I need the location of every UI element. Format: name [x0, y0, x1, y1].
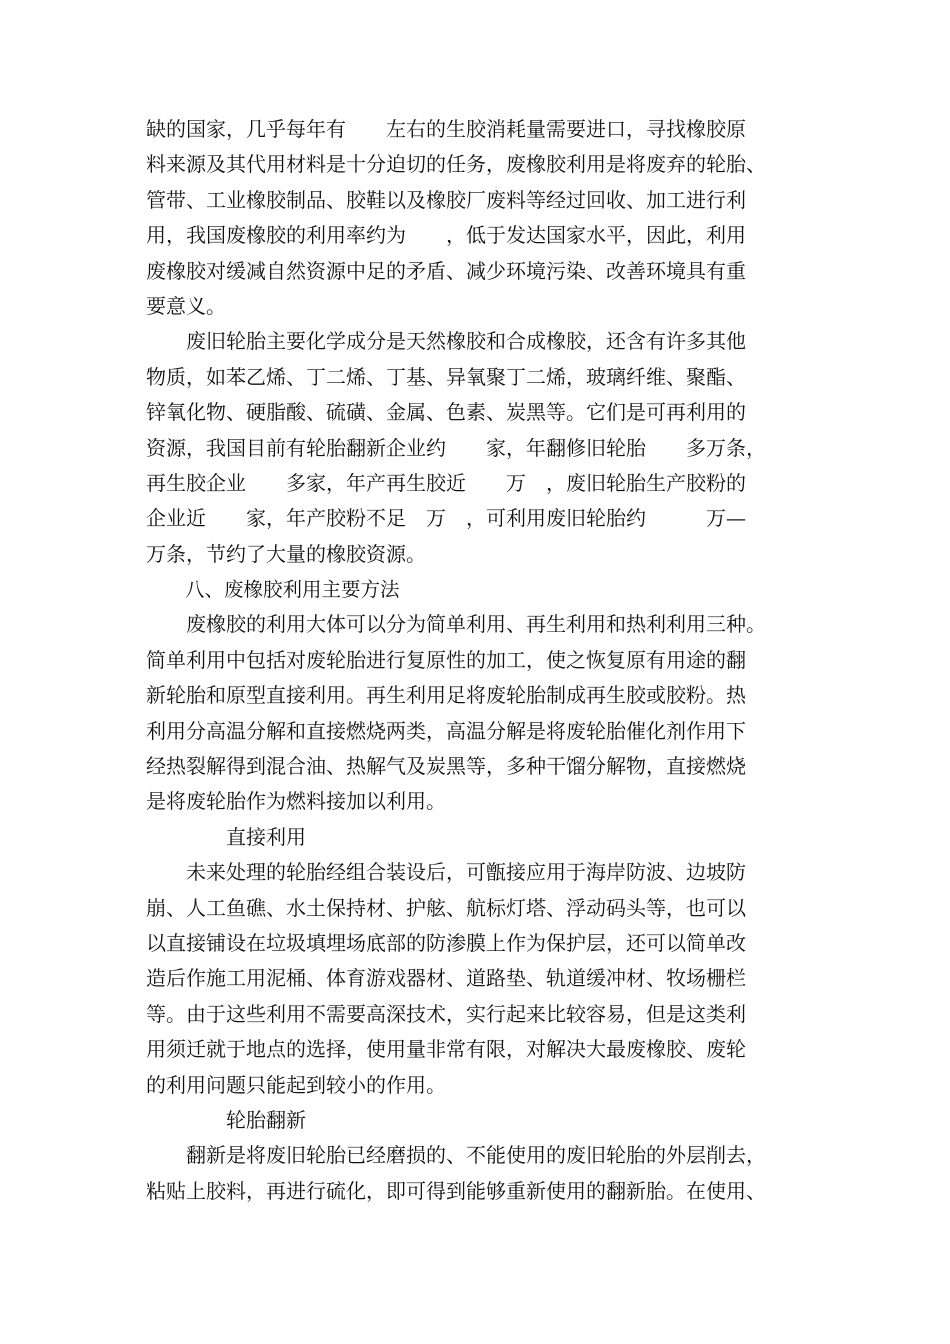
text-line: 锌氧化物、硬脂酸、硫磺、金属、色素、炭黑等。它们是可再利用的: [146, 400, 746, 425]
text-line: 废旧轮胎主要化学成分是天然橡胶和合成橡胶，还含有许多其他: [146, 329, 746, 354]
text-line: 物质，如苯乙烯、丁二烯、丁基、异氧聚丁二烯，玻璃纤维、聚酯、: [146, 364, 746, 389]
text-line: 未来处理的轮胎经组合装设后，可甑接应用于海岸防波、边坡防: [146, 860, 746, 885]
text-line: 企业近 家，年产胶粉不足 万 ，可利用废旧轮胎约 万—: [146, 506, 746, 531]
text-line: 翻新是将废旧轮胎已经磨损的、不能使用的废旧轮胎的外层削去，: [146, 1143, 766, 1168]
text-line: 废橡胶的利用大体可以分为简单利用、再生利用和热利利用三种。: [146, 612, 766, 637]
text-line: 要意义。: [146, 293, 226, 318]
text-line: 利用分高温分解和直接燃烧两类，高温分解是将废轮胎催化剂作用下: [146, 718, 746, 743]
text-line: 料来源及其代用材料是十分迫切的任务，废橡胶利用是将废弃的轮胎、: [146, 152, 766, 177]
subsection-heading: 轮胎翻新: [146, 1107, 306, 1132]
text-line: 用须迁就于地点的选择，使用量非常有限，对解决大最废橡胶、废轮: [146, 1037, 746, 1062]
text-line: 粘贴上胶料，再进行硫化，即可得到能够重新使用的翻新胎。在使用、: [146, 1178, 766, 1203]
text-line: 缺的国家，几乎每年有 左右的生胶消耗量需要进口，寻找橡胶原: [146, 117, 746, 141]
text-line: 的利用问题只能起到较小的作用。: [146, 1072, 446, 1097]
section-heading: 八、废橡胶利用主要方法: [146, 578, 400, 602]
text-line: 是将废轮胎作为燃料接加以利用。: [146, 789, 446, 814]
text-line: 资源，我国目前有轮胎翻新企业约 家，年翻修旧轮胎 多万条，: [146, 435, 766, 460]
text-line: 简单利用中包括对废轮胎进行复原性的加工，使之恢复原有用途的翻: [146, 647, 746, 672]
text-line: 新轮胎和原型直接利用。再生利用足将废轮胎制成再生胶或胶粉。热: [146, 683, 746, 708]
text-line: 再生胶企业 多家，年产再生胶近 万 ，废旧轮胎生产胶粉的: [146, 470, 746, 495]
text-line: 以直接铺设在垃圾填埋场底部的防渗膜上作为保护层，还可以简单改: [146, 930, 746, 955]
text-line: 等。由于这些利用不需要高深技术，实行起来比较容易，但是这类利: [146, 1001, 746, 1026]
text-line: 崩、人工鱼礁、水土保持材、护舷、航标灯塔、浮动码头等，也可以: [146, 895, 746, 920]
text-line: 管带、工业橡胶制品、胶鞋以及橡胶厂废料等经过回收、加工进行利: [146, 187, 746, 212]
text-line: 经热裂解得到混合油、热解气及炭黑等，多种干馏分解物，直接燃烧: [146, 754, 746, 779]
document-page: [146, 112, 810, 1209]
subsection-heading: 直接利用: [146, 824, 306, 849]
text-line: 废橡胶对缓减自然资源中足的矛盾、减少环境污染、改善环境具有重: [146, 258, 746, 283]
text-line: 用，我国废橡胶的利用率约为 ，低于发达国家水平，因此，利用: [146, 223, 746, 248]
text-line: 万条，节约了大量的橡胶资源。: [146, 541, 426, 566]
text-line: 造后作施工用泥桶、体育游戏器材、道路垫、轨道缓冲材、牧场栅栏: [146, 966, 746, 991]
